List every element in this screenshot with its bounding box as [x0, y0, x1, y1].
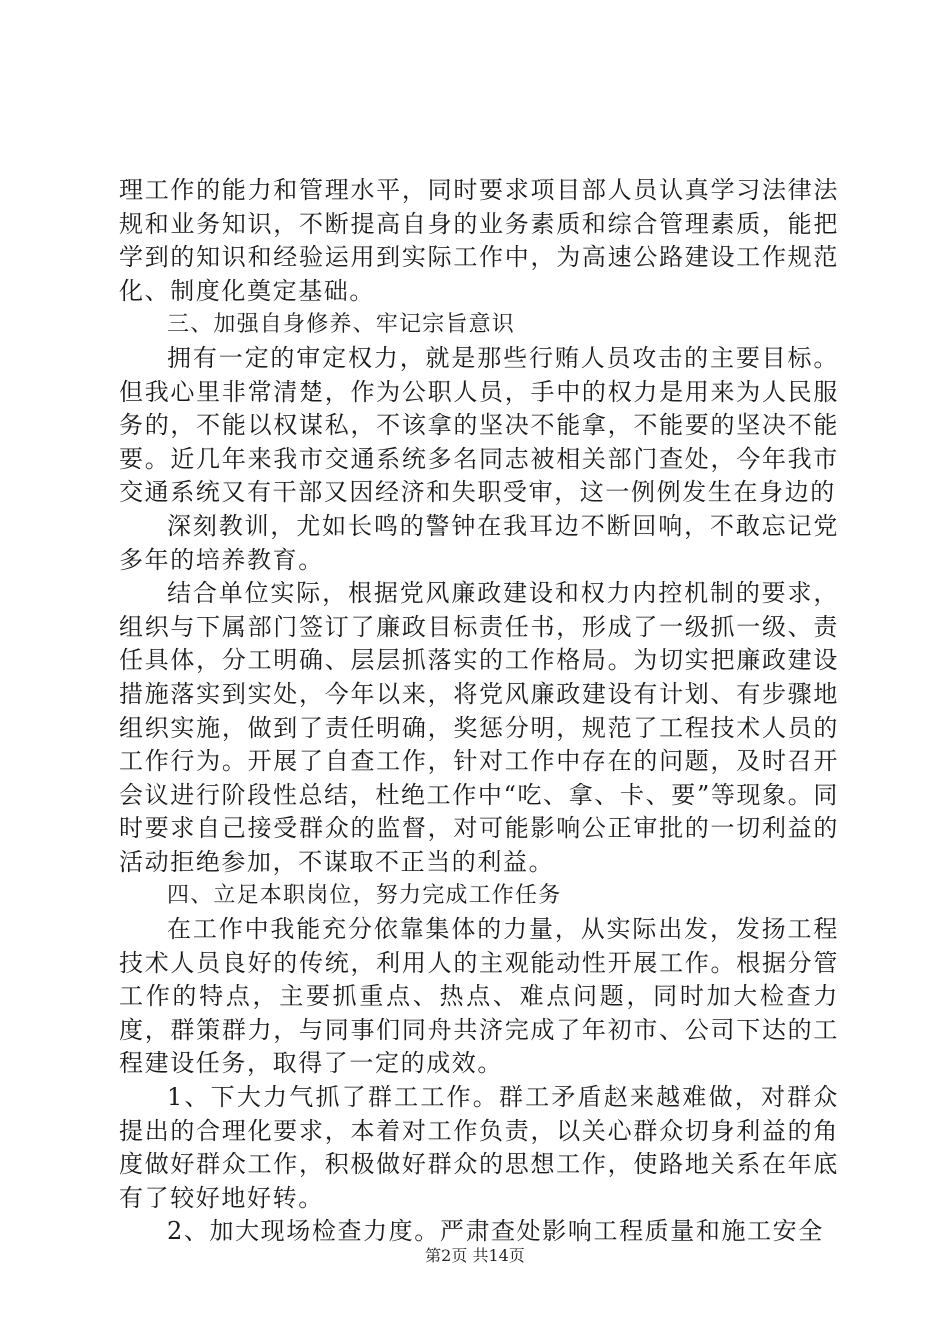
section-heading-3: 三、加强自身修养、牢记宗旨意识 — [167, 312, 516, 338]
paragraph-power: 拥有一定的审定权力，就是那些行贿人员攻击的主要目标。但我心里非常清楚，作为公职人员，手中的权力是用来为人民服务的，不能以权谋私，不该拿的坚决不能拿，不能要的坚决不能要。近几年来我市交通系统多名同志被相关部门查处，今年我市交通系统又有干部又因经济和失职受审，这一例例发生在身边的 — [119, 343, 839, 507]
paragraph-continuation: 理工作的能力和管理水平，同时要求项目部人员认真学习法律法规和业务知识，不断提高自身的业务素质和综合管理素质，能把学到的知识和经验运用到实际工作中，为高速公路建设工作规范化、制度化奠定基础。 — [119, 176, 839, 305]
page-number-footer: 第2页 共14页 — [425, 1246, 525, 1265]
paragraph-integrity: 结合单位实际，根据党风廉政建设和权力内控机制的要求，组织与下属部门签订了廉政目标责任书，形成了一级抓一级、责任具体，分工明确、层层抓落实的工作格局。为切实把廉政建设措施落实到实处，今年以来，将党风廉政建设有计划、有步骤地组织实施，做到了责任明确，奖惩分明，规范了工程技术人员的工作行为。开展了自查工作，针对工作中存在的问题，及时召开会议进行阶段性总结，杜绝工作中“吃、拿、卡、要”等现象。同时要求自己接受群众的监督，对可能影响公正审批的一切利益的活动拒绝参加，不谋取不正当的利益。 — [119, 579, 839, 876]
paragraph-lesson: 深刻教训，尤如长鸣的警钟在我耳边不断回响，不敢忘记党多年的培养教育。 — [119, 511, 839, 574]
document-body — [119, 174, 839, 1249]
paragraph-work: 在工作中我能充分依靠集体的力量，从实际出发，发扬工程技术人员良好的传统，利用人的主观能动性开展工作。根据分管工作的特点，主要抓重点、热点、难点问题，同时加大检查力度，群策群力，与同事们同舟共济完成了年初市、公司下达的工程建设任务，取得了一定的成效。 — [119, 915, 839, 1078]
section-heading-4: 四、立足本职岗位，努力完成工作任务 — [167, 883, 562, 909]
paragraph-item-2: 2、加大现场检查力度。严肃查处影响工程质量和施工安全 — [167, 1217, 824, 1246]
paragraph-item-1: 1、下大力气抓了群工工作。群工矛盾赵来越难做，对群众提出的合理化要求，本着对工作负责，以关心群众切身利益的角度做好群众工作，积极做好群众的思想工作，使路地关系在年底有了较好地好转。 — [119, 1083, 839, 1212]
